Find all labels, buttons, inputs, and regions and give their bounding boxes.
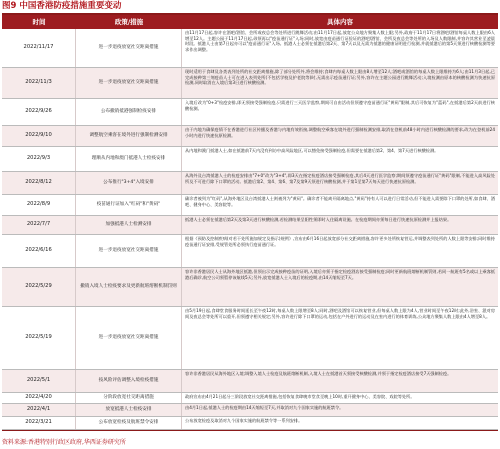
cell-detail: 根据《预防及控制疾病(对若干处所施加规定及指示)规例》,宣布由6月16日起放宽部分社交距离措施,容许更多处所恢复营运,并调整表列处所的人数上限等安排;同时维持疫苗通行证安排,受规管处所必须执行疫苗通行证。: [185, 236, 495, 247]
cell-detail: 抵港人士必须在抵港后第2天及第3天进行核酸检测,若检测结果呈阳性须即时入住隔离设施。在检疫期间亦须每日进行快速抗原检测并上报结果。: [185, 217, 452, 222]
table-header: [2, 15, 498, 29]
cell-date: 2022/5/29: [2, 268, 76, 306]
cell-detail: 现时适用于食肆及各类表列处所的社交距离措施,除了部分处所外,将会维持;食肆内每桌人数上限由8人增至12人;酒吧或酒馆的每桌人数上限维持为6人;由11月3日起,已完成接种第三剂疫苗人士可在进入表列处所(不包括学校及护老院等)时,无需出示疫苗通行证;另外,容许在主题公园进行跳舞活动;入境检测由原本的核酸检测为快速抗原检测,同时取消在入境后第3日进行核酸检测。: [185, 69, 495, 86]
cell-date: 2022/9/3: [2, 147, 76, 171]
cell-policy: 理顺从内地和澳门抵港人士检疫安排: [76, 147, 182, 171]
cell-date: 2022/5/1: [2, 370, 76, 392]
table-row: [2, 370, 498, 393]
header-date: 时间: [32, 18, 46, 26]
cell-date: 2022/9/10: [2, 126, 76, 146]
cell-date: 2022/11/17: [2, 29, 76, 67]
cell-detail: 由11月17日起,容许在酒吧/酒馆、会所或夜总会等处所进行跳舞活动;由11月17日起,放宽公众地方聚集人数上限;另外,政府于11月17日将酒吧/酒馆每桌人数上限由6人增至12人。主题公园于11月17日起,毋须再以"疫苗通行证"入场;同时,放宽由疫苗通行证验证的酒吧/酒馆、会所及夜总会等处所的入场及人数限制,并容许其营业至凌晨时段。抵港人士由第7日起亦可以"疫苗通行证"入场。抵港人士必须在抵港后第2天、第7天以及无需为抵港的健康证明进行检测,并就抵港后的第5天须进行核酸检测等要求作出调整。: [185, 30, 495, 52]
table-row: [2, 147, 498, 172]
table-row: [2, 235, 498, 268]
cell-detail: 政府宣布由4月21日起分三阶段放宽社交距离措施,包括恢复食肆晚市堂食至晚上10时,重开健身中心、美容院、戏院等处所。: [185, 394, 415, 399]
cell-detail: 公布放宽检疫及取消对九个国家实施的航班禁令等一系列安排。: [185, 418, 303, 423]
cell-date: 2022/8/9: [2, 195, 76, 215]
cell-date: 2022/4/20: [2, 393, 76, 403]
table-row: [2, 268, 498, 307]
table-row: [2, 417, 498, 430]
cell-policy: 进一步退疫放宽社交距离措施: [76, 68, 182, 98]
header-detail: 具体内容: [327, 18, 353, 26]
cell-date: 2022/9/26: [2, 99, 76, 125]
table-body: [2, 29, 498, 430]
figure-title: 图9 中国香港防疫措施重要变动: [2, 1, 122, 11]
cell-policy: 进一步退疫放宽社交距离措施: [76, 235, 182, 267]
cell-policy: 进一步退疫放宽社交距离措施: [76, 307, 182, 369]
cell-date: 2022/4/1: [2, 404, 76, 416]
cell-detail: 入境后改为"0+3"检疫安排,即无须接受强制检疫,只需进行三天医学监察,期间可自由活动但须遵守疫苗通行证"黄码"限制,其后可恢复为"蓝码",在抵港后第2天前进行核酸检测。: [185, 100, 495, 111]
cell-date: 2022/5/19: [2, 307, 76, 369]
cell-policy: 进一步退疫放宽社交距离措施: [76, 29, 182, 67]
table-row: [2, 99, 498, 126]
cell-detail: 由于内地为确保疫情不在香港进行社区传播及香港与内地有效衔接,调整航空乘客在境外进行强制检测安排,取消在登机前48小时内进行核酸检测的要求,改为在登机前24小时内进行快速抗原检测。: [185, 127, 495, 138]
cell-detail: 从内地和澳门抵港人士,如在抵港前7天内没有到访中高风险地区,可以豁免接受强制检疫,但需要在抵港后第2、第4、第7天进行核酸检测。: [185, 148, 439, 153]
policy-table: [2, 13, 498, 431]
cell-policy: 分阶段放宽社交距离措施: [76, 393, 182, 403]
cell-policy: 公布放宽检疫及航班禁令安排: [76, 417, 182, 429]
cell-detail: 确诊者被列为"红码",从海外地区及台湾抵港人士则被列为"黄码"。确诊者不能离开隔离地点,"黄码"持有人可以进行日常活动,但不能进入需要除下口罩的处所,如食肆、酒吧、健身中心、美容院等。: [185, 196, 496, 207]
cell-date: 2022/6/16: [2, 235, 76, 267]
table-row: [2, 404, 498, 417]
cell-date: 2022/11/3: [2, 68, 76, 98]
table-row: [2, 307, 498, 370]
cell-policy: 疫苗通行证加入"红码"和"黄码": [76, 195, 182, 215]
table-row: [2, 393, 498, 404]
cell-policy: 放宽抵港人士检疫安排: [76, 404, 182, 416]
cell-policy: 调整航空乘客在境外进行强制检测安排: [76, 126, 182, 146]
cell-policy: 公布撤销抵港强制检疫安排: [76, 99, 182, 125]
cell-date: 2022/7/7: [2, 216, 76, 234]
cell-policy: 公布推行"3+4"入境安排: [76, 172, 182, 194]
cell-detail: 由4月1日起,抵港人士的检疫期由14天缩短至7天,并取消对九个国家实施的航班禁令。: [185, 405, 344, 410]
cell-detail: 从海外及台湾抵港人士的检疫安排由"7+0"改为"3+4",即3天在指定检疫酒店接受强制检疫,其后4天进行医学监察;期间须遵守疫苗通行证"黄码"限制,不能进入高风险处所及不可进行除下口罩的活动。抵港后第2、第4、第6、第7及第9天须进行核酸检测,并于第1至第7天每天进行快速抗原检测。: [185, 173, 495, 184]
source-note: 资料来源:香港特别行政区政府,华西证券研究所: [2, 439, 126, 446]
table-row: [2, 29, 498, 68]
table-row: [2, 126, 498, 147]
table-row: [2, 195, 498, 216]
cell-detail: 容许非香港居民从海外地区入境;调整入境人士检疫及航班熔断机制,入境人士在抵港首天须接受核酸检测,并须于指定检疫酒店接受7天强制检疫。: [185, 371, 452, 376]
table-row: [2, 68, 498, 99]
cell-detail: 由5月19日起,食肆堂食服务时间延长至午夜12时,每桌人数上限增至8人;同时,酒吧及酒馆可以恢复营业,但每桌人数上限为4人,营业时间至午夜12时;此外,浴室、派对房间及夜总会等处所可以重开,但须遵守相关规定;另外,容许进行除下口罩的运动,包括在户外进行的运动及在室内进行的体育训练,公众地方聚集人数上限由4人增至8人。: [185, 308, 495, 319]
table-row: [2, 172, 498, 195]
table-row: [2, 216, 498, 235]
header-policy: 政策/措施: [114, 18, 144, 26]
cell-date: 2022/3/21: [2, 417, 76, 429]
cell-policy: 撤销入境人士检疫要求及更新航班熔断机制罚则: [76, 268, 182, 306]
cell-detail: 容许非香港居民人士从海外地区抵港,但须出示完成接种疫苗的证明,入境后亦须于指定检疫酒店接受强制检疫;同时更新航班熔断机制罚则,若同一航班有5名或以上乘客抵港后确诊,航空公司须暂停该航线5天;另外,放宽抵港人士入境后的检疫期,由14天缩短至7天。: [185, 269, 495, 280]
cell-policy: 加强抵港人士检测安排: [76, 216, 182, 234]
cell-policy: 按风险评估调整入境检疫措施: [76, 370, 182, 392]
cell-date: 2022/8/12: [2, 172, 76, 194]
